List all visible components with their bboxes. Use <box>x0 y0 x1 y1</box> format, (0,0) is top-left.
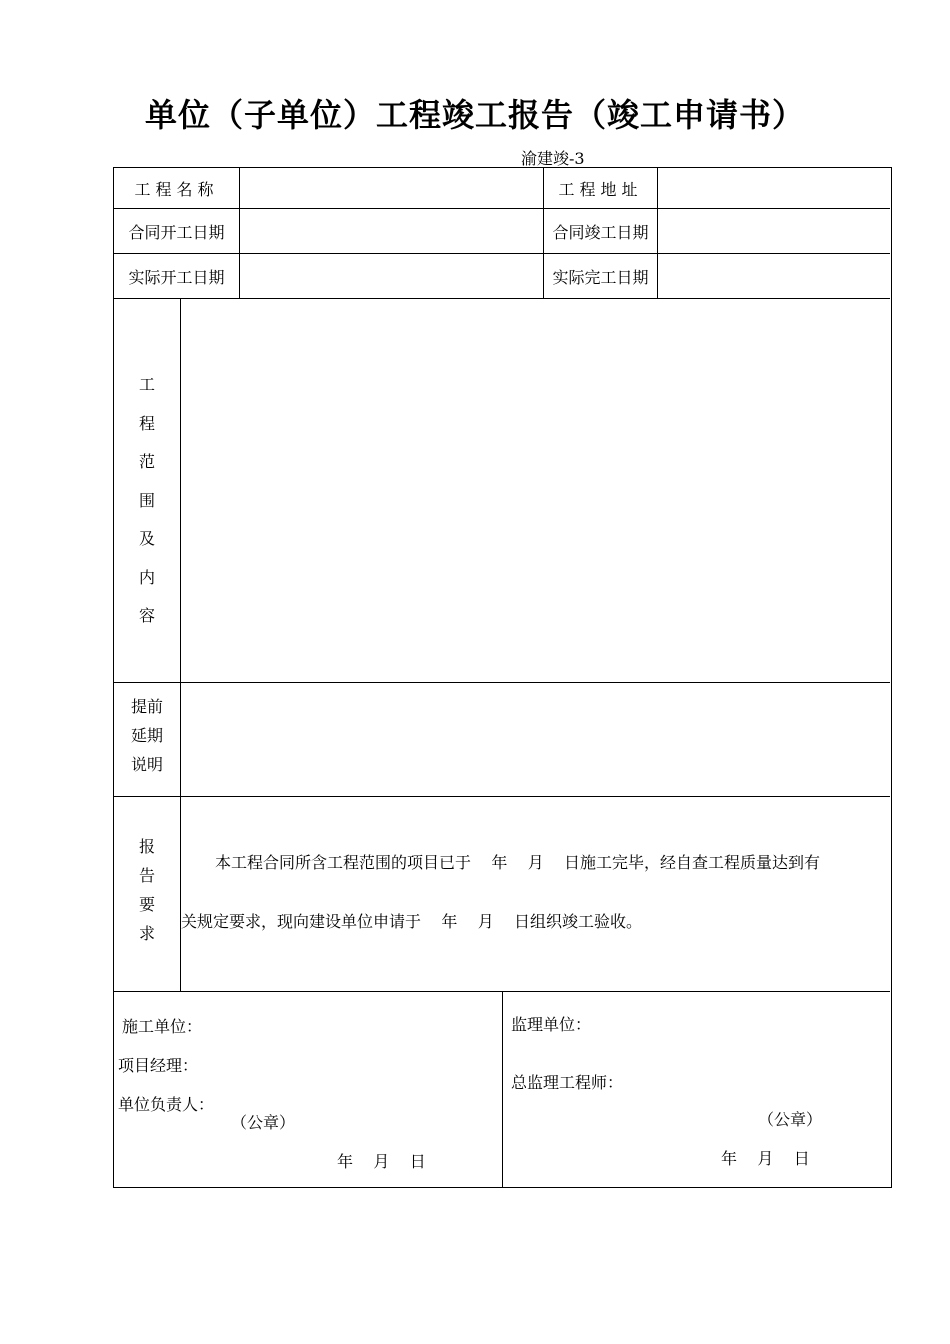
scope-label-char: 围 <box>138 490 155 510</box>
report-text-line-1: 本工程合同所含工程范围的项目已于 年 月 日施工完毕，经自查工程质量达到有 <box>215 853 821 872</box>
project-name-label: 工程名称 <box>134 179 219 199</box>
report-label <box>114 832 180 948</box>
delay-label-line: 说明 <box>130 755 163 774</box>
actual-finish-date-label: 实际完工日期 <box>552 267 649 287</box>
delay-label-line: 提前 <box>130 697 163 716</box>
delay-content-field[interactable] <box>181 683 890 796</box>
actual-finish-date-field[interactable] <box>658 254 890 298</box>
actual-start-date-label: 实际开工日期 <box>128 267 225 287</box>
report-label-char: 求 <box>138 924 155 943</box>
supervision-seal: （公章） <box>758 1110 823 1129</box>
construction-seal: （公章） <box>231 1113 296 1132</box>
report-label-char: 要 <box>138 895 155 914</box>
column-divider <box>502 991 503 1187</box>
scope-label-char: 及 <box>138 529 155 548</box>
scope-content-field[interactable] <box>181 299 890 682</box>
scope-label-char: 内 <box>138 567 155 587</box>
report-label-char: 报 <box>138 837 155 856</box>
scope-label-char: 范 <box>138 452 155 471</box>
construction-date: 年 月 日 <box>337 1152 426 1171</box>
document-title: 单位（子单位）工程竣工报告（竣工申请书） <box>144 96 805 134</box>
project-address-label: 工程地址 <box>558 179 643 199</box>
project-name-field[interactable] <box>240 168 543 208</box>
scope-label-char: 工 <box>138 375 155 394</box>
delay-label-line: 延期 <box>130 726 163 745</box>
project-address-field[interactable] <box>658 168 890 208</box>
scope-label <box>114 366 180 636</box>
unit-responsible-label: 单位负责人： <box>118 1095 215 1114</box>
contract-completion-date-field[interactable] <box>658 209 890 253</box>
contract-start-date-label: 合同开工日期 <box>128 222 225 242</box>
report-label-char: 告 <box>138 866 155 885</box>
chief-supervisor-label: 总监理工程师： <box>511 1073 624 1092</box>
delay-label <box>114 692 180 779</box>
report-text-line-2: 关规定要求，现向建设单位申请于 年 月 日组织竣工验收。 <box>181 912 643 931</box>
construction-unit-label: 施工单位： <box>122 1017 203 1036</box>
scope-label-char: 程 <box>138 413 155 433</box>
actual-start-date-field[interactable] <box>240 254 543 298</box>
supervision-date: 年 月 日 <box>721 1149 810 1168</box>
contract-start-date-field[interactable] <box>240 209 543 253</box>
scope-label-char: 容 <box>138 606 155 625</box>
form-table <box>113 167 892 1188</box>
project-manager-label: 项目经理： <box>118 1056 199 1075</box>
row-divider <box>114 796 890 797</box>
form-code: 渝建竣-3 <box>521 149 585 168</box>
supervision-unit-label: 监理单位： <box>511 1015 592 1034</box>
contract-completion-date-label: 合同竣工日期 <box>552 222 649 242</box>
